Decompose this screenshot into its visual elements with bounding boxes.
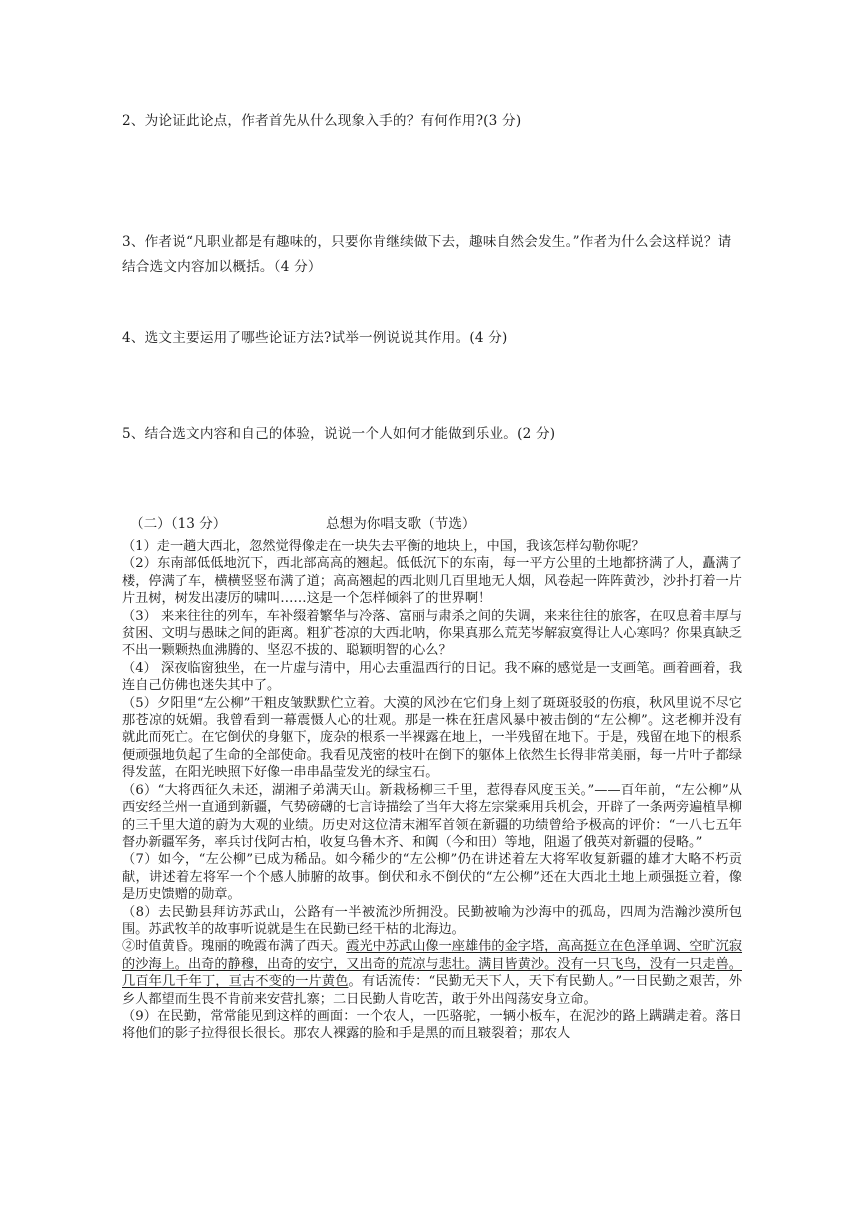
passage-heading (122, 514, 742, 538)
paragraph-6: （6）“大将西征久未还，湖湘子弟满天山。新栽杨柳三千里，惹得春风度玉关。”——百年前，“左公柳”从西安经兰州一直通到新疆，气势磅礴的七言诗描绘了当年大将左宗棠乘用兵机会，开辟了一条两旁遍植旱柳的三千里大道的蔚为大观的业绩。历史对这位清末湘军首领在新疆的功绩曾给予极高的评价：“一八七五年督办新疆军务，率兵讨伐阿古柏，收复乌鲁木齐、和阗（今和田）等地，阻遏了俄英对新疆的侵略。” (122, 782, 742, 850)
paragraph-8-continued (122, 938, 742, 1008)
paragraph-9: （9）在民勤，常常能见到这样的画面：一个农人，一匹骆驼，一辆小板车，在泥沙的路上蹒蹒走着。落日将他们的影子拉得很长很长。那农人裸露的脸和手是黑的而且皲裂着；那农人 (122, 1008, 742, 1042)
paragraph-8-lead: ②时值黄昏。瑰丽的晚霞布满了西天。 (122, 939, 347, 955)
paragraph-8-tail: 。有话流传：“民勤无天下人，天下有民勤人。”一日民勤之艰苦，外乡人都望而生畏不肯前来安营扎寨；二日民勤人肯吃苦，敢于外出闯荡安身立命。 (122, 974, 742, 1007)
paragraph-8: （8）去民勤县拜访苏武山，公路有一半被流沙所拥没。民勤被喻为沙海中的孤岛，四周为浩瀚沙漠所包围。苏武牧羊的故事听说就是生在民勤已经干枯的北海边。 (122, 904, 742, 937)
question-2: 2、为论证此论点，作者首先从什么现象入手的？有何作用?(3 分) (122, 113, 522, 129)
section-label: （二）（13 分） (130, 516, 227, 532)
paragraph-3: （3） 来来往往的列车，车补缀着繁华与冷落、富丽与肃杀之间的失调，来来往往的旅客，在叹息着丰厚与贫困、文明与愚昧之间的距离。粗犷苍凉的大西北呐，你果真那么荒芜岑解寂寞得让人心寒吗？你果真缺乏不出一颗颗热血沸腾的、坚忍不拔的、聪颖明智的心么？ (122, 608, 742, 659)
paragraph-5: （5）夕阳里“左公柳”干粗皮皱默默伫立着。大漠的风沙在它们身上刻了斑斑驳驳的伤痕，秋风里说不尽它那苍凉的妩媚。我曾看到一幕震慑人心的壮观。那是一株在狂虐风暴中被击倒的“左公柳”。这老柳并没有就此而死亡。在它倒伏的身躯下，庞杂的根系一半裸露在地上，一半残留在地下。于是，残留在地下的根系便顽强地负起了生命的全部使命。我看见茂密的枝叶在倒下的躯体上依然生长得非常美丽，每一片叶子都绿得发蓝，在阳光映照下好像一串串晶莹发光的绿宝石。 (122, 695, 742, 781)
paragraph-4: （4） 深夜临窗独坐，在一片虚与清中，用心去重温西行的日记。我不麻的感觉是一支画笔。画着画着，我连自己仿佛也迷失其中了。 (122, 660, 742, 694)
paragraph-2: （2）东南部低低地沉下，西北部高高的翘起。低低沉下的东南，每一平方公里的土地都挤满了人，矗满了楼，停满了车，横横竖竖布满了道；高高翘起的西北则几百里地无人烟，风卷起一阵阵黄沙，沙扑打着一片片丑树，树发出凄厉的啸叫……这是一个怎样倾斜了的世界啊！ (122, 556, 742, 607)
question-5: 5、结合选文内容和自己的体验，说说一个人如何才能做到乐业。(2 分) (122, 426, 556, 442)
question-3: 3、作者说“凡职业都是有趣味的，只要你肯继续做下去，趣味自然会发生。”作者为什么会这样说？请结合选文内容加以概括。（4 分） (122, 234, 732, 275)
paragraph-7: （7）如今，“左公柳”已成为稀品。如今稀少的“左公柳”仍在讲述着左大将军收复新疆的雄才大略不朽贡献，讲述着左将军一个个感人肺腑的故事。倒伏和永不倒伏的“左公柳”还在大西北土地上顽强挺立着，像是历史馈赠的勋章。 (122, 852, 742, 903)
underlined-excerpt: 霞光中苏武山像一座雄伟的金字塔，高高挺立在色泽单调、空旷沉寂的沙海上。出奇的静穆，出奇的安宁，又出奇的荒凉与悲壮。满目皆黄沙。没有一只飞鸟，没有一只走兽。几百年几千年丁，亘古不变的一片黄色 (122, 939, 743, 990)
question-4: 4、选文主要运用了哪些论证方法?试举一例说说其作用。(4 分) (122, 330, 508, 346)
reading-passage (122, 514, 742, 1043)
paragraph-1: （1）走一趟大西北，忽然觉得像走在一块失去平衡的地块上，中国，我该怎样勾勒你呢？ (122, 539, 645, 554)
passage-title: 总想为你唱支歌（节选） (326, 516, 476, 532)
